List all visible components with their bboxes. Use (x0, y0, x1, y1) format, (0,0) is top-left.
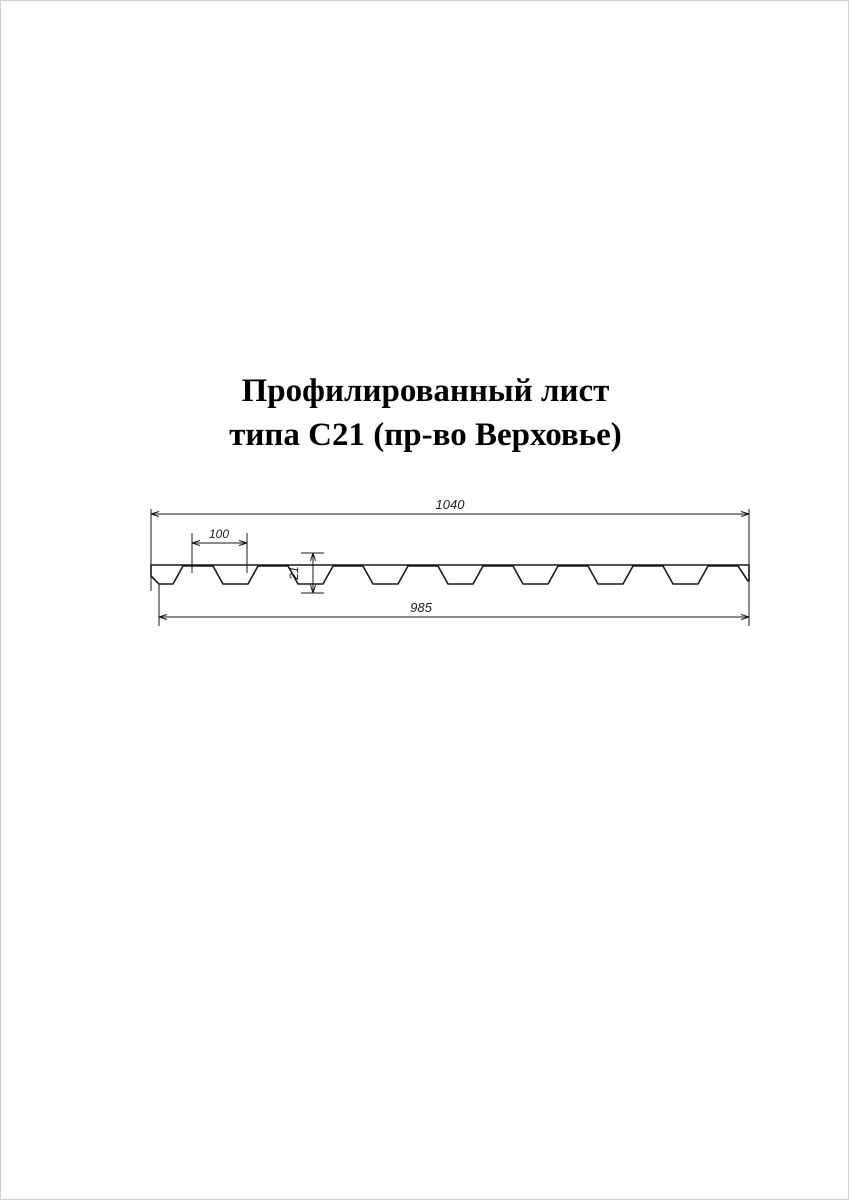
page-title (1, 369, 849, 457)
dimension-line-total (151, 512, 749, 517)
witness-lines-useful (159, 584, 749, 626)
dimension-line-height (311, 553, 316, 593)
dimension-label-total: 1040 (435, 497, 465, 512)
dimension-line-useful (159, 615, 749, 620)
dimension-label-useful: 985 (410, 600, 432, 615)
corrugation-profile (151, 565, 749, 584)
dimension-label-height: 21 (287, 566, 301, 580)
title-line-2: типа С21 (пр-во Верховье) (229, 417, 622, 453)
title-line-1: Профилированный лист (241, 373, 610, 409)
profile-drawing (1, 481, 849, 661)
dimension-line-pitch (192, 541, 247, 546)
witness-lines-total (151, 509, 749, 591)
dimension-label-pitch: 100 (208, 527, 230, 541)
